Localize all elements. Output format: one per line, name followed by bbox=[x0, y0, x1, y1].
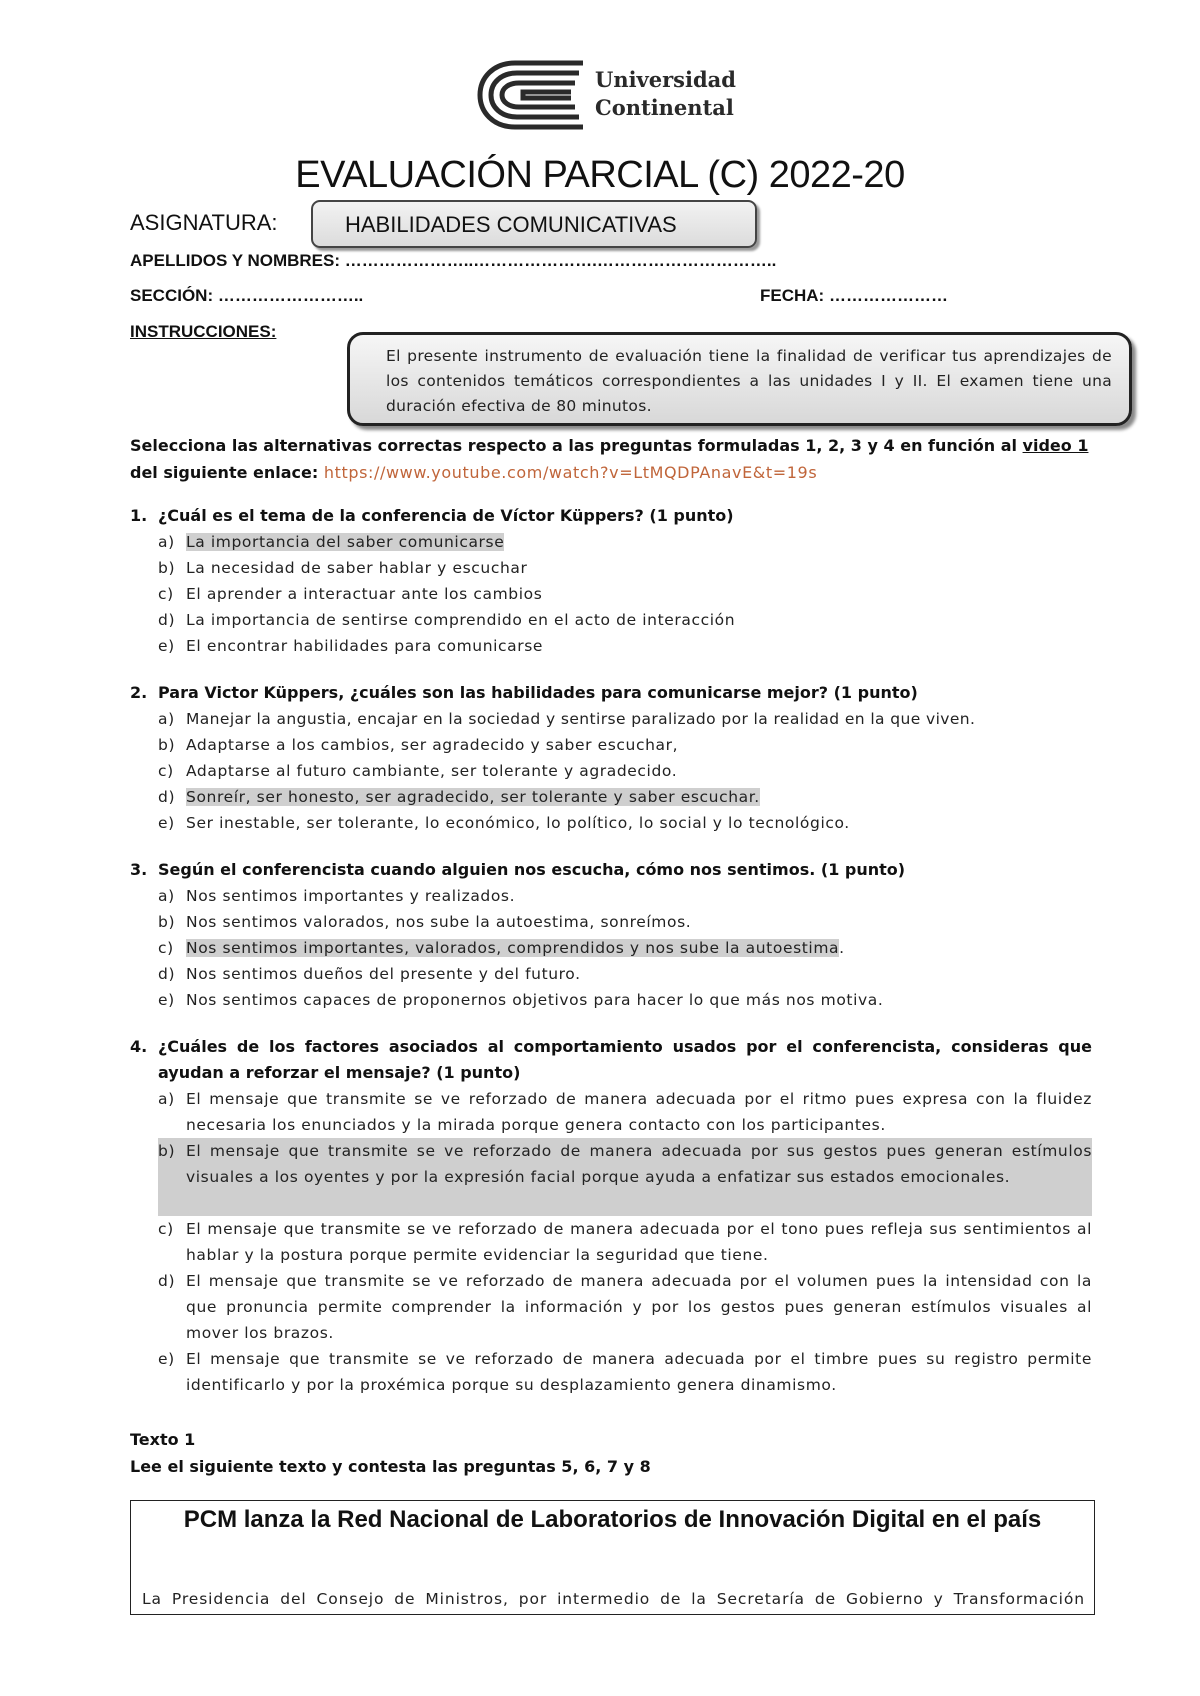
option-letter: e) bbox=[158, 814, 175, 832]
question-text: Para Victor Küppers, ¿cuáles son las habilidades para comunicarse mejor? (1 punto) bbox=[158, 683, 918, 702]
option-4b[interactable] bbox=[158, 1138, 1092, 1216]
option-text: Sonreír, ser honesto, ser agradecido, ser tolerante y saber escuchar. bbox=[186, 788, 760, 806]
option-letter: b) bbox=[158, 913, 176, 931]
option-text: El mensaje que transmite se ve reforzado de manera adecuada por el volumen pues la intensidad con la que pronuncia permite comprender la información y por los gestos pues generan estímulos visuales al mover los brazos. bbox=[186, 1272, 1092, 1342]
option-text: Adaptarse a los cambios, ser agradecido y saber escuchar, bbox=[186, 736, 679, 754]
instructions-text: El presente instrumento de evaluación tiene la finalidad de verificar tus aprendizajes de los contenidos temáticos correspondientes a las unidades I y II. El examen tiene una duración efectiva de 80 minutos. bbox=[386, 347, 1112, 415]
option-letter: c) bbox=[158, 585, 174, 603]
article-title: PCM lanza la Red Nacional de Laboratorios de Innovación Digital en el país bbox=[183, 1506, 1042, 1533]
option-text: Manejar la angustia, encajar en la sociedad y sentirse paralizado por la realidad en la que viven. bbox=[186, 710, 976, 728]
option-letter: c) bbox=[158, 762, 174, 780]
option-text: El mensaje que transmite se ve reforzado de manera adecuada por el ritmo pues expresa con la fluidez necesaria los enunciados y la mirada porque genera contacto con los participantes. bbox=[186, 1090, 1092, 1134]
option-text: Adaptarse al futuro cambiante, ser tolerante y agradecido. bbox=[186, 762, 678, 780]
asignatura-label: ASIGNATURA: bbox=[130, 210, 278, 235]
option-text: El mensaje que transmite se ve reforzado de manera adecuada por el tono pues refleja sus sentimientos al hablar y la postura porque permite evidenciar la seguridad que tiene. bbox=[186, 1220, 1092, 1264]
question-number: 1. bbox=[130, 506, 148, 525]
option-text: Nos sentimos importantes y realizados. bbox=[186, 887, 516, 905]
option-letter: a) bbox=[158, 710, 175, 728]
option-letter: b) bbox=[158, 559, 176, 577]
option-text: El mensaje que transmite se ve reforzado de manera adecuada por el timbre pues su registro permite identificarlo y por la proxémica porque su desplazamiento genera dinamismo. bbox=[186, 1350, 1092, 1394]
subject-name: HABILIDADES COMUNICATIVAS bbox=[345, 212, 677, 237]
option-text: El aprender a interactuar ante los cambios bbox=[186, 585, 543, 603]
text-1-instruction: Lee el siguiente texto y contesta las preguntas 5, 6, 7 y 8 bbox=[130, 1457, 651, 1476]
option-letter: d) bbox=[158, 965, 176, 983]
option-text: El mensaje que transmite se ve reforzado de manera adecuada por sus gestos pues generan estímulos visuales a los oyentes y por la expresión facial porque ayuda a enfatizar sus estados emocionales. bbox=[186, 1142, 1092, 1186]
option-letter: a) bbox=[158, 533, 175, 551]
option-letter: a) bbox=[158, 887, 175, 905]
option-letter: e) bbox=[158, 1350, 175, 1368]
youtube-link[interactable]: https://www.youtube.com/watch?v=LtMQDPAnavE&t=19s bbox=[323, 463, 818, 482]
logo-line-2: Continental bbox=[595, 95, 734, 120]
option-letter: d) bbox=[158, 1272, 176, 1290]
option-letter: e) bbox=[158, 637, 175, 655]
article-first-line: La Presidencia del Consejo de Ministros, por intermedio de la Secretaría de Gobierno y Transformación bbox=[142, 1590, 1085, 1608]
option-letter: b) bbox=[158, 1142, 176, 1160]
question-text: ¿Cuáles de los factores asociados al comportamiento usados por el conferencista, consideras que ayudan a reforzar el mensaje? (1 punto) bbox=[158, 1037, 1092, 1082]
question-number: 2. bbox=[130, 683, 148, 702]
option-text: Nos sentimos valorados, nos sube la autoestima, sonreímos. bbox=[186, 913, 692, 931]
intro-text-1: Selecciona las alternativas correctas respecto a las preguntas formuladas 1, 2, 3 y 4 en función al bbox=[130, 436, 1023, 455]
video-label: video 1 bbox=[1022, 436, 1089, 455]
option-text: Nos sentimos dueños del presente y del futuro. bbox=[186, 965, 581, 983]
question-text: Según el conferencista cuando alguien nos escucha, cómo nos sentimos. (1 punto) bbox=[158, 860, 906, 879]
option-letter: c) bbox=[158, 1220, 174, 1238]
option-text: Nos sentimos capaces de proponernos objetivos para hacer lo que más nos motiva. bbox=[186, 991, 884, 1009]
option-letter: d) bbox=[158, 611, 176, 629]
intro-paragraph bbox=[130, 432, 1092, 486]
option-letter: c) bbox=[158, 939, 174, 957]
intro-text-2: del siguiente enlace: bbox=[130, 463, 324, 482]
question-number: 3. bbox=[130, 860, 148, 879]
text-1-label: Texto 1 bbox=[130, 1430, 196, 1449]
question-text: ¿Cuál es el tema de la conferencia de Víctor Küppers? (1 punto) bbox=[158, 506, 734, 525]
fecha-field[interactable]: FECHA: ………………… bbox=[760, 286, 948, 305]
text-1-section bbox=[130, 1426, 651, 1480]
apellidos-field[interactable]: APELLIDOS Y NOMBRES: …………………..………………….………………………….. bbox=[130, 251, 777, 270]
question-number: 4. bbox=[130, 1037, 148, 1056]
option-letter: b) bbox=[158, 736, 176, 754]
option-text: La importancia de sentirse comprendido en el acto de interacción bbox=[186, 611, 736, 629]
option-text: El encontrar habilidades para comunicarse bbox=[186, 637, 544, 655]
logo-wordmark bbox=[595, 66, 736, 122]
seccion-field[interactable]: SECCIÓN: …………………….. bbox=[130, 286, 364, 305]
option-letter: d) bbox=[158, 788, 176, 806]
option-text: Nos sentimos importantes, valorados, comprendidos y nos sube la autoestima bbox=[186, 939, 840, 957]
instrucciones-label: INSTRUCCIONES: bbox=[130, 322, 277, 341]
exam-title: EVALUACIÓN PARCIAL (C) 2022-20 bbox=[295, 154, 905, 196]
option-text: Ser inestable, ser tolerante, lo económico, lo político, lo social y lo tecnológico. bbox=[186, 814, 850, 832]
option-letter: a) bbox=[158, 1090, 175, 1108]
option-text: La necesidad de saber hablar y escuchar bbox=[186, 559, 528, 577]
option-text: La importancia del saber comunicarse bbox=[186, 533, 505, 551]
option-letter: e) bbox=[158, 991, 175, 1009]
logo-line-1: Universidad bbox=[595, 67, 736, 92]
